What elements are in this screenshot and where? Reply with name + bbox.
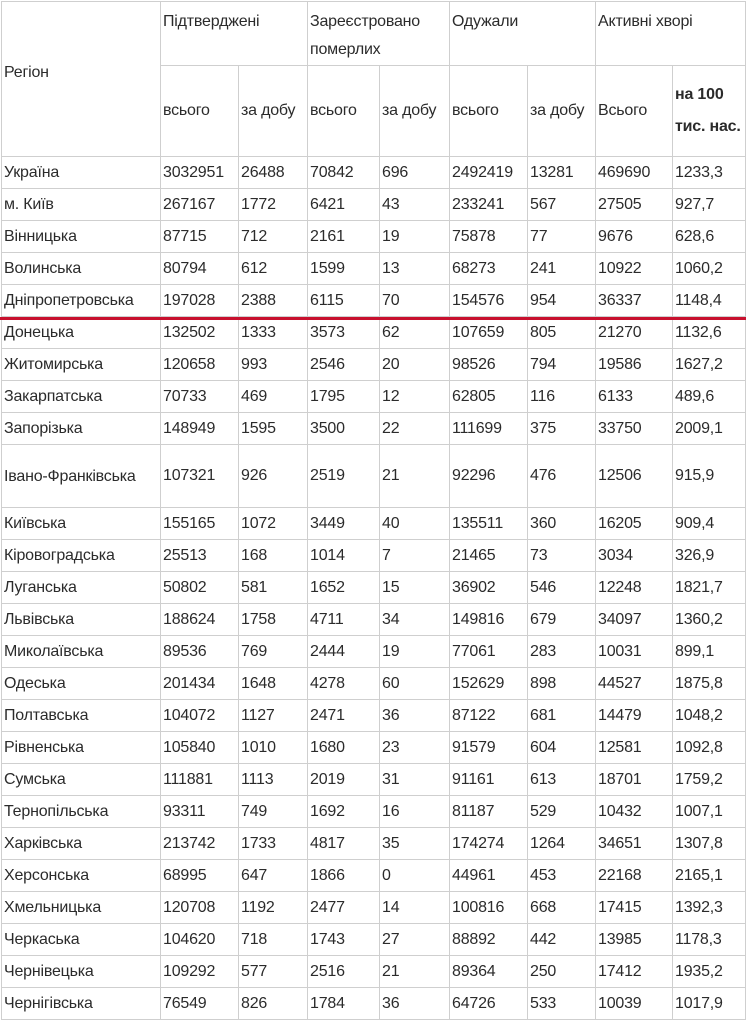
- value-cell: 12248: [596, 572, 673, 604]
- value-cell: 88892: [450, 924, 528, 956]
- table-row: [2, 221, 746, 253]
- value-cell: 35: [380, 828, 450, 860]
- value-cell: 4711: [308, 604, 380, 636]
- value-cell: 0: [380, 860, 450, 892]
- value-cell: 668: [528, 892, 596, 924]
- value-cell: 1648: [239, 668, 308, 700]
- value-cell: 10922: [596, 253, 673, 285]
- value-cell: 442: [528, 924, 596, 956]
- value-cell: 64726: [450, 988, 528, 1020]
- value-cell: 31: [380, 764, 450, 796]
- value-cell: 111699: [450, 413, 528, 445]
- value-cell: 1307,8: [673, 828, 746, 860]
- value-cell: 794: [528, 349, 596, 381]
- value-cell: 107321: [161, 445, 239, 508]
- region-name-cell: Донецька: [2, 317, 161, 349]
- value-cell: 2161: [308, 221, 380, 253]
- value-cell: 168: [239, 540, 308, 572]
- column-header-deaths: Зареєстровано померлих: [308, 2, 450, 66]
- value-cell: 12: [380, 381, 450, 413]
- region-name-cell: Кіровоградська: [2, 540, 161, 572]
- value-cell: 197028: [161, 285, 239, 317]
- value-cell: 22168: [596, 860, 673, 892]
- value-cell: 1692: [308, 796, 380, 828]
- table-row: [2, 636, 746, 668]
- value-cell: 581: [239, 572, 308, 604]
- value-cell: 9676: [596, 221, 673, 253]
- table-row: [2, 892, 746, 924]
- value-cell: 1784: [308, 988, 380, 1020]
- value-cell: 1060,2: [673, 253, 746, 285]
- value-cell: 27: [380, 924, 450, 956]
- table-row: [2, 317, 746, 349]
- value-cell: 44527: [596, 668, 673, 700]
- value-cell: 17415: [596, 892, 673, 924]
- value-cell: 7: [380, 540, 450, 572]
- value-cell: 68273: [450, 253, 528, 285]
- value-cell: 375: [528, 413, 596, 445]
- region-name-cell: Луганська: [2, 572, 161, 604]
- value-cell: 1333: [239, 317, 308, 349]
- value-cell: 2546: [308, 349, 380, 381]
- value-cell: 40: [380, 508, 450, 540]
- region-name-cell: Київська: [2, 508, 161, 540]
- table-row: [2, 572, 746, 604]
- value-cell: 1014: [308, 540, 380, 572]
- value-cell: 155165: [161, 508, 239, 540]
- value-cell: 60: [380, 668, 450, 700]
- value-cell: 577: [239, 956, 308, 988]
- value-cell: 1148,4: [673, 285, 746, 317]
- value-cell: 21270: [596, 317, 673, 349]
- value-cell: 6115: [308, 285, 380, 317]
- region-name-cell: Сумська: [2, 764, 161, 796]
- value-cell: 2477: [308, 892, 380, 924]
- value-cell: 104072: [161, 700, 239, 732]
- table-body: [2, 157, 746, 1020]
- value-cell: 44961: [450, 860, 528, 892]
- value-cell: 100816: [450, 892, 528, 924]
- value-cell: 18701: [596, 764, 673, 796]
- value-cell: 3449: [308, 508, 380, 540]
- value-cell: 92296: [450, 445, 528, 508]
- region-name-cell: Миколаївська: [2, 636, 161, 668]
- value-cell: 152629: [450, 668, 528, 700]
- value-cell: 87122: [450, 700, 528, 732]
- value-cell: 154576: [450, 285, 528, 317]
- table-row: [2, 540, 746, 572]
- value-cell: 3034: [596, 540, 673, 572]
- value-cell: 120658: [161, 349, 239, 381]
- value-cell: 1935,2: [673, 956, 746, 988]
- value-cell: 1360,2: [673, 604, 746, 636]
- region-name-cell: Херсонська: [2, 860, 161, 892]
- value-cell: 267167: [161, 189, 239, 221]
- value-cell: 104620: [161, 924, 239, 956]
- subheader-active-per-100k: на 100 тис. нас.: [673, 66, 746, 157]
- region-name-cell: Житомирська: [2, 349, 161, 381]
- value-cell: 360: [528, 508, 596, 540]
- region-name-cell: Хмельницька: [2, 892, 161, 924]
- value-cell: 19: [380, 221, 450, 253]
- value-cell: 2165,1: [673, 860, 746, 892]
- subheader-confirmed-total: всього: [161, 66, 239, 157]
- value-cell: 2516: [308, 956, 380, 988]
- table-row: [2, 413, 746, 445]
- value-cell: 109292: [161, 956, 239, 988]
- region-name-cell: Львівська: [2, 604, 161, 636]
- table-row: [2, 285, 746, 317]
- value-cell: 3573: [308, 317, 380, 349]
- table-row: [2, 700, 746, 732]
- value-cell: 36: [380, 988, 450, 1020]
- value-cell: 26488: [239, 157, 308, 189]
- value-cell: 73: [528, 540, 596, 572]
- value-cell: 1178,3: [673, 924, 746, 956]
- region-name-cell: Чернігівська: [2, 988, 161, 1020]
- value-cell: 1795: [308, 381, 380, 413]
- region-name-cell: Харківська: [2, 828, 161, 860]
- value-cell: 22: [380, 413, 450, 445]
- value-cell: 21465: [450, 540, 528, 572]
- value-cell: 718: [239, 924, 308, 956]
- value-cell: 1010: [239, 732, 308, 764]
- value-cell: 1772: [239, 189, 308, 221]
- value-cell: 3032951: [161, 157, 239, 189]
- region-name-cell: Полтавська: [2, 700, 161, 732]
- value-cell: 27505: [596, 189, 673, 221]
- table-row: [2, 828, 746, 860]
- region-name-cell: Рівненська: [2, 732, 161, 764]
- table-row: [2, 349, 746, 381]
- value-cell: 77: [528, 221, 596, 253]
- value-cell: 805: [528, 317, 596, 349]
- table-row: [2, 508, 746, 540]
- value-cell: 2519: [308, 445, 380, 508]
- table-row: [2, 956, 746, 988]
- value-cell: 647: [239, 860, 308, 892]
- subheader-recovered-per-day: за добу: [528, 66, 596, 157]
- value-cell: 993: [239, 349, 308, 381]
- column-header-recovered: Одужали: [450, 2, 596, 66]
- column-header-confirmed: Підтверджені: [161, 2, 308, 66]
- value-cell: 10031: [596, 636, 673, 668]
- value-cell: 1072: [239, 508, 308, 540]
- value-cell: 68995: [161, 860, 239, 892]
- value-cell: 105840: [161, 732, 239, 764]
- value-cell: 712: [239, 221, 308, 253]
- subheader-active-total: Всього: [596, 66, 673, 157]
- value-cell: 10039: [596, 988, 673, 1020]
- value-cell: 135511: [450, 508, 528, 540]
- value-cell: 2444: [308, 636, 380, 668]
- value-cell: 1113: [239, 764, 308, 796]
- value-cell: 628,6: [673, 221, 746, 253]
- value-cell: 14479: [596, 700, 673, 732]
- value-cell: 476: [528, 445, 596, 508]
- table-header: [2, 2, 746, 157]
- value-cell: 1264: [528, 828, 596, 860]
- value-cell: 696: [380, 157, 450, 189]
- value-cell: 749: [239, 796, 308, 828]
- value-cell: 120708: [161, 892, 239, 924]
- value-cell: 91161: [450, 764, 528, 796]
- value-cell: 12506: [596, 445, 673, 508]
- value-cell: 10432: [596, 796, 673, 828]
- region-name-cell: Дніпропетровська: [2, 285, 161, 317]
- value-cell: 283: [528, 636, 596, 668]
- value-cell: 19: [380, 636, 450, 668]
- value-cell: 36: [380, 700, 450, 732]
- covid-regions-table: [1, 1, 746, 1020]
- value-cell: 36337: [596, 285, 673, 317]
- value-cell: 91579: [450, 732, 528, 764]
- value-cell: 21: [380, 445, 450, 508]
- value-cell: 81187: [450, 796, 528, 828]
- value-cell: 174274: [450, 828, 528, 860]
- value-cell: 34651: [596, 828, 673, 860]
- value-cell: 909,4: [673, 508, 746, 540]
- value-cell: 769: [239, 636, 308, 668]
- value-cell: 567: [528, 189, 596, 221]
- value-cell: 927,7: [673, 189, 746, 221]
- value-cell: 149816: [450, 604, 528, 636]
- table-row: [2, 381, 746, 413]
- value-cell: 23: [380, 732, 450, 764]
- value-cell: 1875,8: [673, 668, 746, 700]
- value-cell: 1392,3: [673, 892, 746, 924]
- value-cell: 2471: [308, 700, 380, 732]
- region-name-cell: Чернівецька: [2, 956, 161, 988]
- table-row: [2, 604, 746, 636]
- subheader-deaths-per-day: за добу: [380, 66, 450, 157]
- subheader-deaths-total: всього: [308, 66, 380, 157]
- value-cell: 43: [380, 189, 450, 221]
- value-cell: 546: [528, 572, 596, 604]
- region-name-cell: м. Київ: [2, 189, 161, 221]
- value-cell: 1743: [308, 924, 380, 956]
- value-cell: 14: [380, 892, 450, 924]
- table-row: [2, 796, 746, 828]
- value-cell: 148949: [161, 413, 239, 445]
- value-cell: 76549: [161, 988, 239, 1020]
- column-header-region: Регіон: [2, 2, 161, 157]
- column-header-active: Активні хворі: [596, 2, 746, 66]
- value-cell: 1595: [239, 413, 308, 445]
- subheader-recovered-total: всього: [450, 66, 528, 157]
- value-cell: 612: [239, 253, 308, 285]
- value-cell: 98526: [450, 349, 528, 381]
- value-cell: 1132,6: [673, 317, 746, 349]
- value-cell: 75878: [450, 221, 528, 253]
- value-cell: 1627,2: [673, 349, 746, 381]
- table-row: [2, 189, 746, 221]
- value-cell: 1048,2: [673, 700, 746, 732]
- value-cell: 87715: [161, 221, 239, 253]
- value-cell: 3500: [308, 413, 380, 445]
- value-cell: 613: [528, 764, 596, 796]
- value-cell: 604: [528, 732, 596, 764]
- value-cell: 188624: [161, 604, 239, 636]
- table-row: [2, 445, 746, 508]
- value-cell: 36902: [450, 572, 528, 604]
- value-cell: 1007,1: [673, 796, 746, 828]
- value-cell: 17412: [596, 956, 673, 988]
- value-cell: 4278: [308, 668, 380, 700]
- value-cell: 954: [528, 285, 596, 317]
- value-cell: 241: [528, 253, 596, 285]
- region-name-cell: Одеська: [2, 668, 161, 700]
- region-name-cell: Україна: [2, 157, 161, 189]
- value-cell: 34097: [596, 604, 673, 636]
- region-name-cell: Закарпатська: [2, 381, 161, 413]
- value-cell: 16205: [596, 508, 673, 540]
- table-row: [2, 732, 746, 764]
- value-cell: 2388: [239, 285, 308, 317]
- value-cell: 70733: [161, 381, 239, 413]
- value-cell: 529: [528, 796, 596, 828]
- value-cell: 12581: [596, 732, 673, 764]
- value-cell: 489,6: [673, 381, 746, 413]
- value-cell: 15: [380, 572, 450, 604]
- value-cell: 6421: [308, 189, 380, 221]
- value-cell: 93311: [161, 796, 239, 828]
- table-row: [2, 764, 746, 796]
- value-cell: 13: [380, 253, 450, 285]
- value-cell: 20: [380, 349, 450, 381]
- value-cell: 533: [528, 988, 596, 1020]
- value-cell: 77061: [450, 636, 528, 668]
- value-cell: 1866: [308, 860, 380, 892]
- value-cell: 33750: [596, 413, 673, 445]
- value-cell: 13281: [528, 157, 596, 189]
- value-cell: 1192: [239, 892, 308, 924]
- value-cell: 826: [239, 988, 308, 1020]
- value-cell: 233241: [450, 189, 528, 221]
- value-cell: 1759,2: [673, 764, 746, 796]
- value-cell: 70: [380, 285, 450, 317]
- table-row: [2, 157, 746, 189]
- value-cell: 50802: [161, 572, 239, 604]
- value-cell: 915,9: [673, 445, 746, 508]
- value-cell: 89536: [161, 636, 239, 668]
- value-cell: 1758: [239, 604, 308, 636]
- value-cell: 1680: [308, 732, 380, 764]
- value-cell: 2019: [308, 764, 380, 796]
- value-cell: 250: [528, 956, 596, 988]
- table-row: [2, 924, 746, 956]
- value-cell: 1733: [239, 828, 308, 860]
- value-cell: 25513: [161, 540, 239, 572]
- value-cell: 70842: [308, 157, 380, 189]
- value-cell: 107659: [450, 317, 528, 349]
- value-cell: 1127: [239, 700, 308, 732]
- value-cell: 62805: [450, 381, 528, 413]
- table-row: [2, 860, 746, 892]
- subheader-confirmed-per-day: за добу: [239, 66, 308, 157]
- value-cell: 19586: [596, 349, 673, 381]
- value-cell: 34: [380, 604, 450, 636]
- table-row: [2, 668, 746, 700]
- value-cell: 326,9: [673, 540, 746, 572]
- value-cell: 469690: [596, 157, 673, 189]
- value-cell: 1652: [308, 572, 380, 604]
- region-name-cell: Черкаська: [2, 924, 161, 956]
- region-name-cell: Тернопільська: [2, 796, 161, 828]
- value-cell: 213742: [161, 828, 239, 860]
- region-name-cell: Івано-Франківська: [2, 445, 161, 508]
- value-cell: 89364: [450, 956, 528, 988]
- value-cell: 132502: [161, 317, 239, 349]
- value-cell: 2009,1: [673, 413, 746, 445]
- value-cell: 111881: [161, 764, 239, 796]
- value-cell: 16: [380, 796, 450, 828]
- value-cell: 899,1: [673, 636, 746, 668]
- value-cell: 681: [528, 700, 596, 732]
- value-cell: 1821,7: [673, 572, 746, 604]
- region-name-cell: Запорізька: [2, 413, 161, 445]
- value-cell: 1599: [308, 253, 380, 285]
- value-cell: 2492419: [450, 157, 528, 189]
- table-row: [2, 988, 746, 1020]
- value-cell: 1017,9: [673, 988, 746, 1020]
- value-cell: 116: [528, 381, 596, 413]
- value-cell: 469: [239, 381, 308, 413]
- region-name-cell: Волинська: [2, 253, 161, 285]
- value-cell: 453: [528, 860, 596, 892]
- value-cell: 62: [380, 317, 450, 349]
- value-cell: 201434: [161, 668, 239, 700]
- red-divider-line: [0, 317, 746, 320]
- value-cell: 926: [239, 445, 308, 508]
- value-cell: 679: [528, 604, 596, 636]
- value-cell: 4817: [308, 828, 380, 860]
- value-cell: 80794: [161, 253, 239, 285]
- region-name-cell: Вінницька: [2, 221, 161, 253]
- value-cell: 6133: [596, 381, 673, 413]
- table-row: [2, 253, 746, 285]
- value-cell: 1092,8: [673, 732, 746, 764]
- value-cell: 1233,3: [673, 157, 746, 189]
- value-cell: 21: [380, 956, 450, 988]
- value-cell: 13985: [596, 924, 673, 956]
- value-cell: 898: [528, 668, 596, 700]
